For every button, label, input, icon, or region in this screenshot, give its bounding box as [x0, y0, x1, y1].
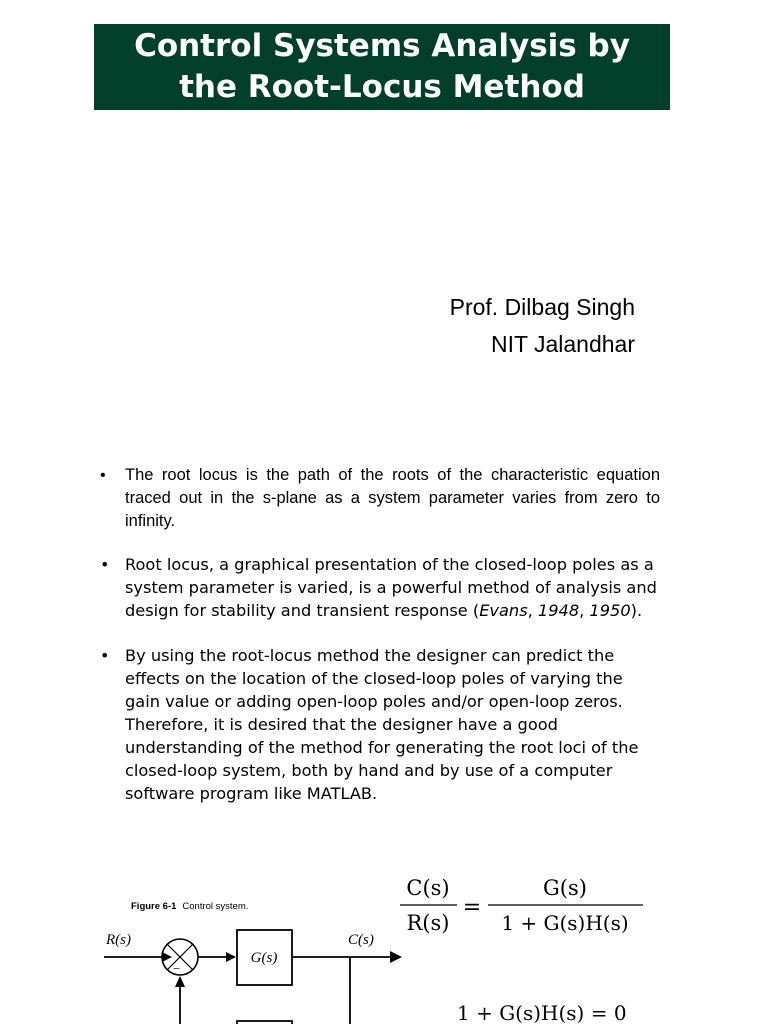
citation-year-2: 1950	[589, 601, 631, 620]
bullet-text: Root locus, a graphical presentation of the closed-loop poles as a system parameter is varied, is a powerful method of analysis and design for stability and transient response (	[125, 555, 657, 620]
bullet-text-end: ).	[630, 601, 643, 620]
title-line-1: Control Systems Analysis by	[134, 28, 630, 64]
bullet-item-definition	[100, 464, 660, 533]
figure-label: Figure 6-1	[131, 901, 177, 912]
rhs-numerator: G(s)	[543, 876, 587, 900]
bullet-text: By using the root-locus method the designer can predict the effects on the location of the closed-loop poles of varying the gain value or adding open-loop poles and/or open-loop zeros. Therefore, it is desired that the designer have a good understanding of the method for generating the root loci of the closed-loop system, both by hand and by use of a computer software program like MATLAB.	[125, 646, 639, 803]
tf-denominator: R(s)	[406, 911, 450, 935]
figure-caption-text: Control system.	[182, 901, 249, 912]
bullet-dot-icon: •	[100, 646, 110, 665]
g-block-label: G(s)	[250, 950, 278, 966]
citation-year-1: 1948	[537, 601, 580, 620]
input-label: R(s)	[106, 932, 131, 948]
bullet-text: The root locus is the path of the roots of the characteristic equation traced out in the s-plane as a system parameter varies from zero to infinity.	[125, 466, 660, 530]
feedback-arrowhead-icon	[175, 976, 185, 987]
bullet-item-graphical	[100, 553, 660, 622]
bullet-dot-icon: •	[100, 555, 110, 574]
bullet-dot-icon: •	[100, 467, 106, 484]
rhs-denominator: 1 + G(s)H(s)	[501, 911, 629, 935]
bullet-item-designer	[100, 644, 660, 805]
title-line-2: the Root-Locus Method	[179, 69, 585, 105]
citation-author: Evans	[479, 601, 528, 620]
error-arrowhead-icon	[226, 952, 236, 962]
minus-sign: −	[173, 961, 181, 976]
bullet-list	[100, 464, 660, 825]
characteristic-equation: 1 + G(s)H(s) = 0	[457, 1001, 627, 1024]
slide-title	[94, 24, 670, 110]
tf-numerator: C(s)	[406, 876, 450, 900]
author-institution: NIT Jalandhar	[490, 331, 635, 357]
control-system-block-diagram	[100, 870, 420, 1024]
transfer-function-equations	[395, 868, 655, 1024]
equals-sign: =	[462, 895, 482, 920]
author-name: Prof. Dilbag Singh	[449, 294, 635, 320]
output-label: C(s)	[348, 932, 374, 948]
author-block	[450, 289, 635, 363]
plus-sign: +	[160, 949, 168, 964]
citation-separator: ,	[527, 601, 538, 620]
citation-separator: ,	[579, 601, 590, 620]
